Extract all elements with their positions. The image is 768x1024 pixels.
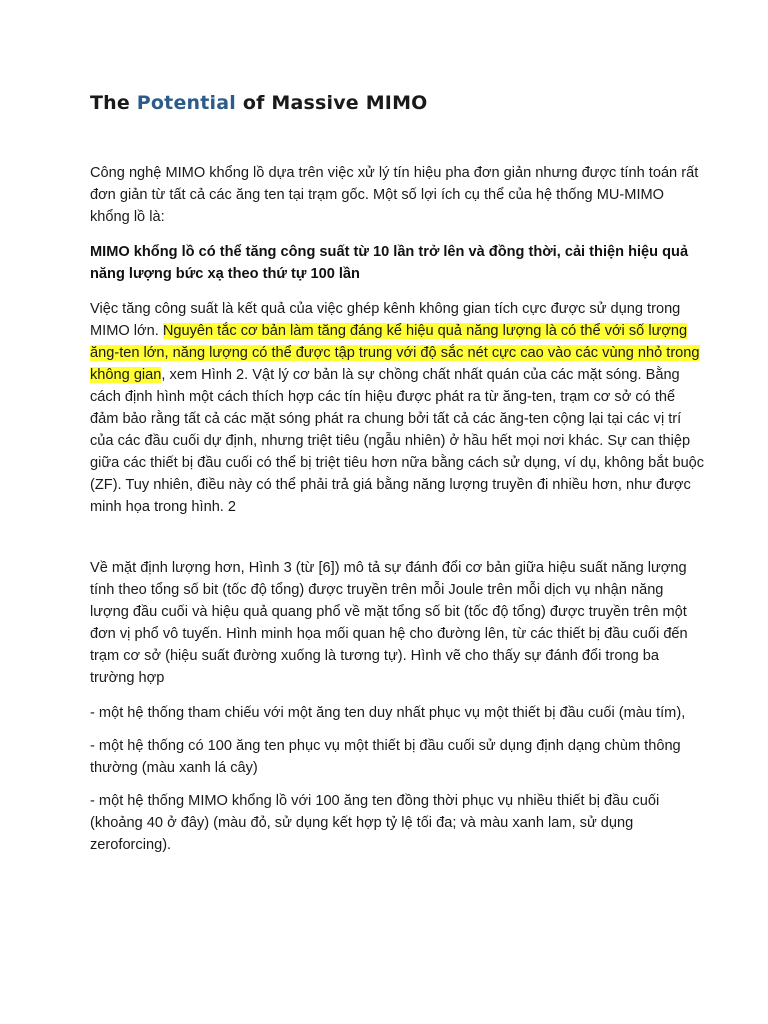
spacer: [90, 531, 706, 557]
capacity-paragraph: [90, 298, 706, 518]
highlighted-text: Nguyên tắc cơ bản làm tăng đáng kể hiệu quả năng lượng là có thể với số lượng ăng-ten lớn, năng lượng có thể được tập trung với độ sắc nét cực cao vào các vùng nhỏ trong không gian: [90, 323, 700, 383]
title-post: of Massive MIMO: [236, 92, 428, 114]
title-pre: The: [90, 92, 137, 114]
list-item: - một hệ thống tham chiếu với một ăng ten duy nhất phục vụ một thiết bị đầu cuối (màu tím),: [90, 705, 686, 721]
capacity-paragraph-start: Việc tăng công suất là kết quả của việc ghép kênh không gian tích cực được sử dụng trong MIMO lớn.: [90, 301, 681, 339]
document-title: [90, 92, 706, 114]
list-item: - một hệ thống có 100 ăng ten phục vụ một thiết bị đầu cuối sử dụng định dạng chùm thông thường (màu xanh lá cây): [90, 738, 681, 776]
tradeoff-paragraph: Về mặt định lượng hơn, Hình 3 (từ [6]) mô tả sự đánh đổi cơ bản giữa hiệu suất năng lượng tính theo tổng số bit (tốc độ tổng) được truyền trên mỗi Joule trên mỗi dịch vụ nhận năng lượng đầu cuối và hiệu quả quang phổ về mặt tổng số bit (tốc độ tổng) được truyền trên một đơn vị phổ vô tuyến. Hình minh họa mối quan hệ cho đường lên, từ các thiết bị đầu cuối đến trạm cơ sở (hiệu suất đường xuống là tương tự). Hình vẽ cho thấy sự đánh đổi trong ba trường hợp: [90, 560, 688, 686]
intro-paragraph: Công nghệ MIMO khổng lồ dựa trên việc xử lý tín hiệu pha đơn giản nhưng được tính toán rất đơn giản từ tất cả các ăng ten tại trạm gốc. Một số lợi ích cụ thể của hệ thống MU-MIMO khổng lồ là:: [90, 165, 699, 225]
title-accent: Potential: [136, 92, 236, 114]
bold-heading: MIMO khổng lồ có thể tăng công suất từ 10 lần trở lên và đồng thời, cải thiện hiệu quả năng lượng bức xạ theo thứ tự 100 lần: [90, 244, 689, 282]
capacity-paragraph-end: , xem Hình 2. Vật lý cơ bản là sự chồng chất nhất quán của các mặt sóng. Bằng cách định hình một cách thích hợp các tín hiệu được phát ra từ ăng-ten, trạm cơ sở có thể đảm bảo rằng tất cả các mặt sóng phát ra chung bởi tất cả các ăng-ten cộng lại tại các vị trí của các đầu cuối dự định, nhưng triệt tiêu (ngẫu nhiên) ở hầu hết mọi nơi khác. Sự can thiệp giữa các thiết bị đầu cuối có thể bị triệt tiêu hơn nữa bằng cách sử dụng, ví dụ, không bắt buộc (ZF). Tuy nhiên, điều này có thể phải trả giá bằng năng lượng truyền đi nhiều hơn, như được minh họa trong hình. 2: [90, 367, 705, 515]
list-item: - một hệ thống MIMO khổng lồ với 100 ăng ten đồng thời phục vụ nhiều thiết bị đầu cuối (khoảng 40 ở đây) (màu đỏ, sử dụng kết hợp tỷ lệ tối đa; và màu xanh lam, sử dụng zeroforcing).: [90, 793, 660, 853]
